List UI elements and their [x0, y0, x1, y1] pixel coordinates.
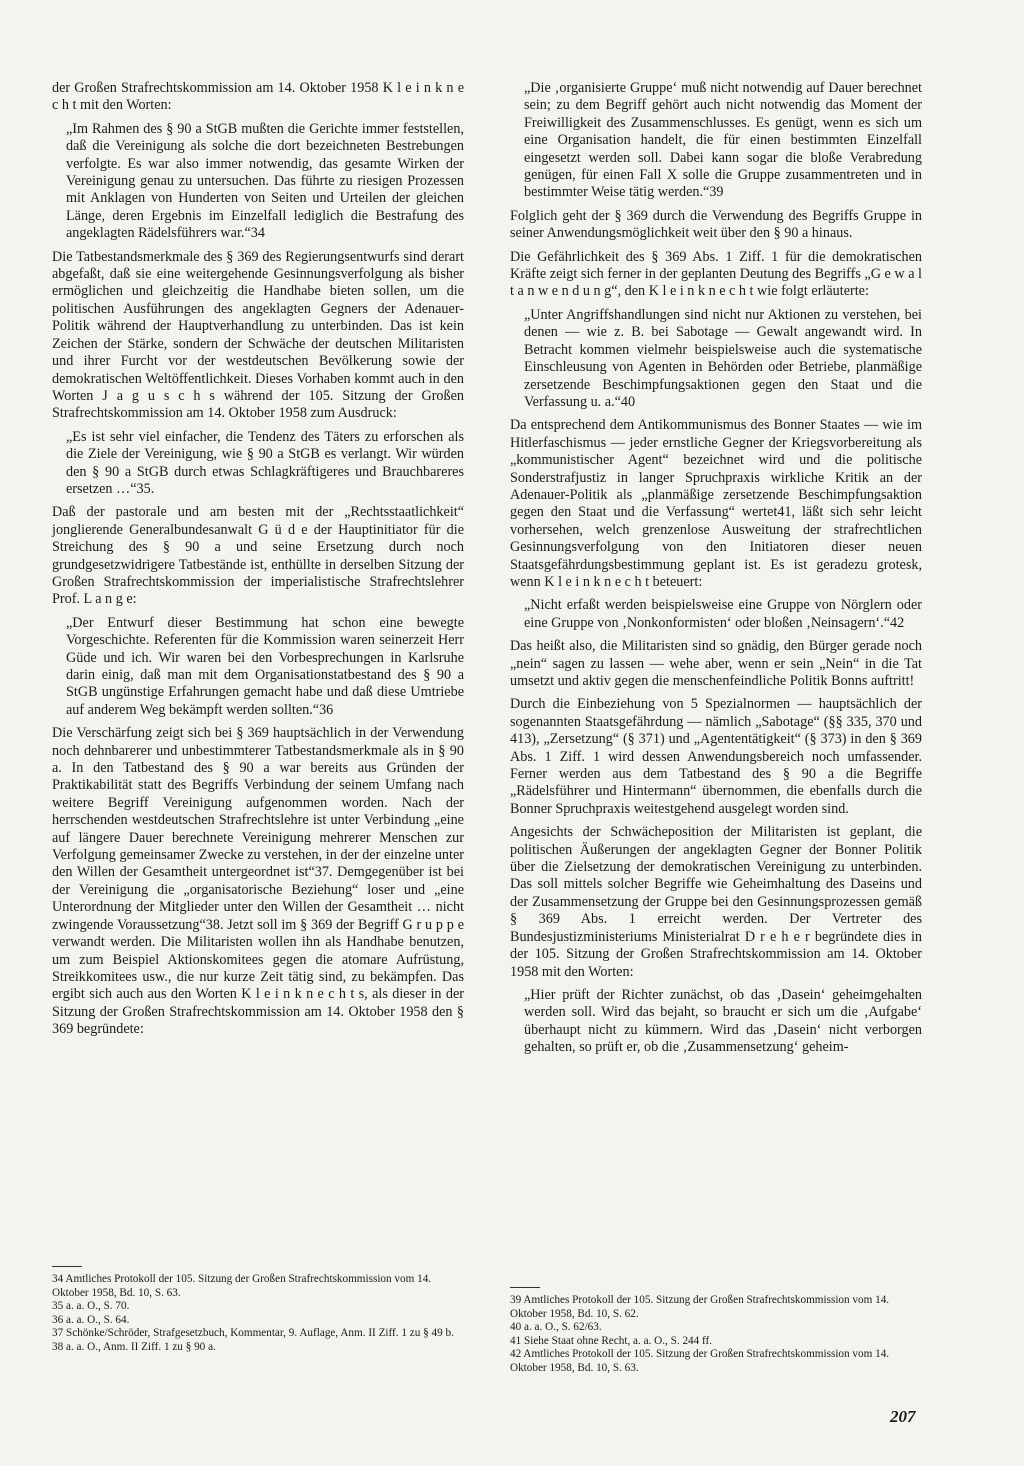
footnote-rule: [52, 1266, 82, 1267]
footnote: 37 Schönke/Schröder, Strafgesetzbuch, Kommentar, 9. Auflage, Anm. II Ziff. 1 zu § 49 b.: [52, 1327, 454, 1340]
paragraph: Die Tatbestandsmerkmale des § 369 des Regierungsentwurfs sind derart abgefaßt, daß sie eine weitergehende Gesinnungsverfolgung als bisher ermöglichen und gleichzeitig die Handhabe bieten sollen, um die politischen Ausführungen des angeklagten Gegners der Adenauer-Politik während der Hauptverhandlung zu unterbinden. Das ist kein Zeichen der Stärke, sondern der Schwäche der deutschen Militaristen und ihrer Furcht vor der westdeutschen Bevölkerung sowie der demokratischen Weltöffentlichkeit. Dieses Vorhaben kommt auch in den Worten J a g u s c h s während der 105. Sitzung der Großen Strafrechtskommission am 14. Oktober 1958 zum Ausdruck:: [52, 248, 464, 422]
paragraph: der Großen Strafrechtskommission am 14. Oktober 1958 K l e i n k n e c h t mit den Worten:: [52, 80, 464, 114]
footnotes-left: [52, 1273, 464, 1355]
footnote: 42 Amtliches Protokoll der 105. Sitzung der Großen Strafrechtskommission vom 14. Oktober 1958, Bd. 10, S. 63.: [510, 1348, 890, 1374]
footnote: 38 a. a. O., Anm. II Ziff. 1 zu § 90 a.: [52, 1340, 216, 1353]
footnotes-right: [510, 1294, 922, 1376]
paragraph: Folglich geht der § 369 durch die Verwendung des Begriffs Gruppe in seiner Anwendungsmöglichkeit weit über den § 90 a hinaus.: [510, 207, 922, 242]
block-quote: „Im Rahmen des § 90 a StGB mußten die Gerichte immer feststellen, daß die Vereinigung als solche die dort bezeichneten Bestrebungen verfolgte. Es war also immer notwendig, das gesamte Wirken der Vereinigung genau zu untersuchen. Das führte zu riesigen Prozessen mit Anklagen von Hunderten von Seiten und Urteilen der gleichen Länge, deren Ergebnis im Einzelfall lediglich die Bestrafung des angeklagten Rädelsführers war.“34: [66, 120, 464, 242]
paragraph: Das heißt also, die Militaristen sind so gnädig, den Bürger gerade noch „nein“ sagen zu lassen — wehe aber, wenn er sein „Nein“ in die Tat umsetzt und aktiv gegen die menschenfeindliche Politik Bonns auftritt!: [510, 638, 922, 689]
block-quote: „Der Entwurf dieser Bestimmung hat schon eine bewegte Vorgeschichte. Referenten für die Kommission waren seinerzeit Herr Güde und ich. Wir waren bei den Vorbesprechungen in Karlsruhe darin einig, daß man mit dem Organisationstatbestand des § 90 a StGB ungünstige Erfahrungen gemacht habe und daß diese Umtriebe auf anderem Weg bekämpft werden sollten.“36: [66, 614, 464, 718]
right-text-column: [510, 80, 922, 1063]
footnote: 35 a. a. O., S. 70.: [52, 1300, 130, 1313]
footnote: 40 a. a. O., S. 62/63.: [510, 1321, 602, 1334]
block-quote: „Es ist sehr viel einfacher, die Tendenz des Täters zu erforschen als die Ziele der Vereinigung, wie § 90 a StGB es verlangt. Wir würden den § 90 a StGB durch etwas Schlagkräftigeres und Brauchbareres ersetzen …“35.: [66, 428, 464, 497]
footnote: 34 Amtliches Protokoll der 105. Sitzung der Großen Strafrechtskommission vom 14. Oktober 1958, Bd. 10, S. 63.: [52, 1273, 432, 1299]
block-quote: „Nicht erfaßt werden beispielsweise eine Gruppe von Nörglern oder eine Gruppe von ‚Nonkonformisten‘ oder bloßen ‚Neinsagern‘.“42: [524, 597, 922, 631]
block-quote: „Unter Angriffshandlungen sind nicht nur Aktionen zu verstehen, bei denen — wie z. B. bei Sabotage — Gewalt angewandt wird. In Betracht kommen vielmehr beispielsweise auch die systematische Einschleusung von Agenten in Behörden oder Betriebe, planmäßige zersetzende Beschimpfungsaktionen gegen den Staat und die Verfassung u. a.“40: [524, 306, 922, 410]
paragraph: Die Gefährlichkeit des § 369 Abs. 1 Ziff. 1 für die demokratischen Kräfte zeigt sich ferner in der geplanten Deutung des Begriffs „G e w a l t a n w e n d u n g“, den K l e i n k n e c h t wie folgt erläuterte:: [510, 248, 922, 300]
page-number: 207: [890, 1407, 916, 1426]
footnote: 36 a. a. O., S. 64.: [52, 1313, 130, 1326]
paragraph: Da entsprechend dem Antikommunismus des Bonner Staates — wie im Hitlerfaschismus — jeder ernstliche Gegner der Kriegsvorbereitung als „kommunistischer Agent“ bezeichnet wird und die politische Sonderstrafjustiz in langer Spruchpraxis wirkliche Kritik an der Adenauer-Politik als „planmäßige zersetzende Beschimpfungsaktion gegen den Staat und die Verfassung“ wertet41, läßt sich sehr leicht vorhersehen, welch grenzenlose Ausweitung der strafrechtlichen Gesinnungsverfolgung von den Initiatoren dieser neuen Staatsgefährdungsbestimmung geplant ist. Es ist geradezu grotesk, wenn K l e i n k n e c h t beteuert:: [510, 417, 922, 590]
paragraph: Angesichts der Schwächeposition der Militaristen ist geplant, die politischen Äußerungen der angeklagten Gegner der Bonner Politik über die Zielsetzung der demokratischen Vereinigung zu unterbinden. Das soll mittels solcher Begriffe wie Geheimhaltung des Daseins und der Zusammensetzung der Gruppe bei den Gesinnungsprozessen gemäß § 369 Abs. 1 erreicht werden. Der Vertreter des Bundesjustizministeriums Ministerialrat D r e h e r begründete dies in der 105. Sitzung der Großen Strafrechtskommission am 14. Oktober 1958 mit den Worten:: [510, 824, 922, 980]
footnote: 41 Siehe Staat ohne Recht, a. a. O., S. 244 ff.: [510, 1334, 713, 1347]
block-quote: „Hier prüft der Richter zunächst, ob das ‚Dasein‘ geheimgehalten werden soll. Wird das bejaht, so braucht er sich um die ‚Aufgabe‘ überhaupt nicht zu kümmern. Wird das ‚Dasein‘ nicht verborgen gehalten, so prüft er, ob die ‚Zusammensetzung‘ geheim-: [524, 986, 922, 1056]
footnote-rule: [510, 1287, 540, 1288]
paragraph: Durch die Einbeziehung von 5 Spezialnormen — hauptsächlich der sogenannten Staatsgefährdung — nämlich „Sabotage“ (§§ 335, 370 und 413), „Zersetzung“ (§ 371) und „Agententätigkeit“ (§ 373) in den § 369 Abs. 1 Ziff. 1 wird dessen Anwendungsbereich noch umfassender. Ferner werden aus dem Tatbestand des § 90 a die Begriffe „Rädelsführer und Hintermann“ übernommen, die ebenfalls durch die Bonner Spruchpraxis weitestgehend ausgelegt worden sind.: [510, 696, 922, 817]
block-quote: „Die ‚organisierte Gruppe‘ muß nicht notwendig auf Dauer berechnet sein; zu dem Begriff gehört auch nicht notwendig das Moment der Freiwilligkeit des Zusammenschlusses. Es genügt, wenn es sich um eine Organisation handelt, die für einen bestimmten Einzelfall eingesetzt werden soll. Dabei kann sogar die bloße Verabredung genügen, für einen Fall X solle die Gruppe zusammentreten und in bestimmter Weise tätig werden.“39: [524, 80, 922, 201]
paragraph: Daß der pastorale und am besten mit der „Rechtsstaatlichkeit“ jonglierende Generalbundesanwalt G ü d e der Hauptinitiator für die Streichung des § 90 a und seine Ersetzung durch noch grundgesetzwidrigere Tatbestände ist, enthüllte in derselben Sitzung der Großen Strafrechtskommission der imperialistische Strafrechtslehrer Prof. L a n g e:: [52, 504, 464, 608]
footnote: 39 Amtliches Protokoll der 105. Sitzung der Großen Strafrechtskommission vom 14. Oktober 1958, Bd. 10, S. 62.: [510, 1294, 890, 1320]
left-text-column: [52, 80, 464, 1045]
paragraph: Die Verschärfung zeigt sich bei § 369 hauptsächlich in der Verwendung noch dehnbarerer und unbestimmterer Tatbestandsmerkmale als in § 90 a. In den Tatbestand des § 90 a war bereits aus Gründen der Praktikabilität statt des Begriffs Verbindung der seinem Umfang nach weitere Begriff Vereinigung aufgenommen worden. Nach der herrschenden westdeutschen Strafrechtslehre ist unter Verbindung „eine auf längere Dauer berechnete Vereinigung mehrerer Menschen zur Verfolgung gemeinsamer Zwecke zu verstehen, in der der einzelne unter den Willen der Gesamtheit untergeordnet ist“37. Demgegenüber ist bei der Vereinigung die „organisatorische Beziehung“ loser und „eine Unterordnung der Mitglieder unter den Willen der Gesamtheit … nicht zwingende Voraussetzung“38. Jetzt soll im § 369 der Begriff G r u p p e verwandt werden. Die Militaristen wollen ihn als Handhabe benutzen, um zum Beispiel Aktionskomitees gegen die atomare Aufrüstung, Streikkomitees usw., die nur kurze Zeit tätig sind, zu bekämpfen. Das ergibt sich auch aus den Worten K l e i n k n e c h t s, als dieser in der Sitzung der Großen Strafrechtskommission am 14. Oktober 1958 den § 369 begründete:: [52, 725, 464, 1038]
